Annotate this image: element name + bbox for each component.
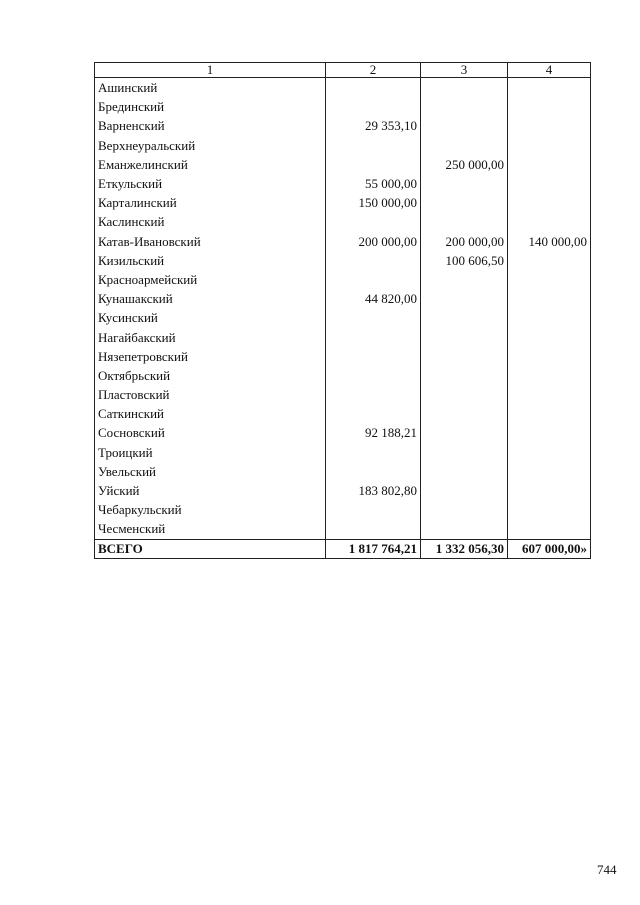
amount-cell-2 bbox=[326, 251, 421, 270]
table-row bbox=[95, 136, 591, 155]
table-row bbox=[95, 155, 591, 174]
header-cell-4: 4 bbox=[508, 63, 591, 78]
amount-cell-4 bbox=[508, 251, 591, 270]
table-row bbox=[95, 270, 591, 289]
amount-cell-2: 183 802,80 bbox=[326, 481, 421, 500]
amount-cell-4 bbox=[508, 443, 591, 462]
amount-cell-4 bbox=[508, 193, 591, 212]
district-name-cell: Варненский bbox=[95, 116, 326, 135]
table-row bbox=[95, 500, 591, 519]
table-row bbox=[95, 97, 591, 116]
amount-cell-2: 150 000,00 bbox=[326, 193, 421, 212]
table-row bbox=[95, 174, 591, 193]
table-header-row bbox=[95, 63, 591, 78]
amount-cell-4 bbox=[508, 423, 591, 442]
amount-cell-4 bbox=[508, 97, 591, 116]
district-name-cell: Увельский bbox=[95, 462, 326, 481]
amount-cell-2: 92 188,21 bbox=[326, 423, 421, 442]
amount-cell-3 bbox=[421, 78, 508, 98]
amount-cell-2 bbox=[326, 155, 421, 174]
district-name-cell: Октябрьский bbox=[95, 366, 326, 385]
table-row bbox=[95, 385, 591, 404]
table-row bbox=[95, 423, 591, 442]
table-row bbox=[95, 193, 591, 212]
table-row bbox=[95, 116, 591, 135]
amount-cell-3 bbox=[421, 270, 508, 289]
amount-cell-2 bbox=[326, 443, 421, 462]
amount-cell-3 bbox=[421, 212, 508, 231]
amount-cell-4 bbox=[508, 270, 591, 289]
amount-cell-3 bbox=[421, 308, 508, 327]
total-amount-4: 607 000,00» bbox=[508, 539, 591, 558]
amount-cell-4 bbox=[508, 308, 591, 327]
amount-cell-3 bbox=[421, 385, 508, 404]
header-cell-1: 1 bbox=[95, 63, 326, 78]
amount-cell-3 bbox=[421, 519, 508, 539]
district-name-cell: Катав-Ивановский bbox=[95, 232, 326, 251]
total-amount-2: 1 817 764,21 bbox=[326, 539, 421, 558]
district-name-cell: Брединский bbox=[95, 97, 326, 116]
table-row bbox=[95, 519, 591, 539]
district-name-cell: Саткинский bbox=[95, 404, 326, 423]
table-row bbox=[95, 289, 591, 308]
amount-cell-2 bbox=[326, 308, 421, 327]
amount-cell-3: 250 000,00 bbox=[421, 155, 508, 174]
amount-cell-4 bbox=[508, 404, 591, 423]
amount-cell-3 bbox=[421, 500, 508, 519]
amount-cell-2 bbox=[326, 404, 421, 423]
amount-cell-3 bbox=[421, 423, 508, 442]
amount-cell-2 bbox=[326, 327, 421, 346]
amount-cell-4 bbox=[508, 78, 591, 98]
district-name-cell: Троицкий bbox=[95, 443, 326, 462]
amount-cell-3 bbox=[421, 174, 508, 193]
district-name-cell: Ашинский bbox=[95, 78, 326, 98]
amount-cell-4 bbox=[508, 327, 591, 346]
amount-cell-4 bbox=[508, 155, 591, 174]
amount-cell-2: 44 820,00 bbox=[326, 289, 421, 308]
amount-cell-4 bbox=[508, 136, 591, 155]
table-row bbox=[95, 443, 591, 462]
table-row bbox=[95, 347, 591, 366]
amount-cell-4 bbox=[508, 519, 591, 539]
amount-cell-4 bbox=[508, 347, 591, 366]
amount-cell-3 bbox=[421, 289, 508, 308]
header-cell-3: 3 bbox=[421, 63, 508, 78]
table-row bbox=[95, 481, 591, 500]
district-name-cell: Нагайбакский bbox=[95, 327, 326, 346]
amount-cell-3 bbox=[421, 443, 508, 462]
amount-cell-3 bbox=[421, 347, 508, 366]
total-amount-3: 1 332 056,30 bbox=[421, 539, 508, 558]
amount-cell-4 bbox=[508, 462, 591, 481]
amount-cell-4 bbox=[508, 366, 591, 385]
district-name-cell: Кизильский bbox=[95, 251, 326, 270]
amount-cell-2 bbox=[326, 97, 421, 116]
amount-cell-3 bbox=[421, 327, 508, 346]
table-row bbox=[95, 308, 591, 327]
amount-cell-3 bbox=[421, 97, 508, 116]
table-row bbox=[95, 462, 591, 481]
district-name-cell: Чебаркульский bbox=[95, 500, 326, 519]
table-row bbox=[95, 232, 591, 251]
amount-cell-3 bbox=[421, 193, 508, 212]
amount-cell-2 bbox=[326, 270, 421, 289]
district-name-cell: Кунашакский bbox=[95, 289, 326, 308]
amount-cell-2 bbox=[326, 78, 421, 98]
district-name-cell: Уйский bbox=[95, 481, 326, 500]
page-number: 744 bbox=[597, 862, 617, 877]
total-row bbox=[95, 539, 591, 558]
district-name-cell: Чесменский bbox=[95, 519, 326, 539]
amount-cell-2 bbox=[326, 212, 421, 231]
amount-cell-3: 100 606,50 bbox=[421, 251, 508, 270]
table-row bbox=[95, 404, 591, 423]
amount-cell-2 bbox=[326, 366, 421, 385]
table-row bbox=[95, 212, 591, 231]
amount-cell-3 bbox=[421, 136, 508, 155]
amount-cell-2 bbox=[326, 519, 421, 539]
amount-cell-2 bbox=[326, 500, 421, 519]
amount-cell-3 bbox=[421, 462, 508, 481]
amount-cell-3 bbox=[421, 366, 508, 385]
amount-cell-4 bbox=[508, 289, 591, 308]
amount-cell-2: 29 353,10 bbox=[326, 116, 421, 135]
amount-cell-4 bbox=[508, 385, 591, 404]
district-name-cell: Каслинский bbox=[95, 212, 326, 231]
amount-cell-3: 200 000,00 bbox=[421, 232, 508, 251]
table-body bbox=[95, 63, 591, 559]
table-row bbox=[95, 78, 591, 98]
header-cell-2: 2 bbox=[326, 63, 421, 78]
table-row bbox=[95, 327, 591, 346]
amount-cell-3 bbox=[421, 481, 508, 500]
district-name-cell: Сосновский bbox=[95, 423, 326, 442]
amount-cell-4 bbox=[508, 174, 591, 193]
amount-cell-4 bbox=[508, 116, 591, 135]
amount-cell-4 bbox=[508, 212, 591, 231]
amount-cell-2 bbox=[326, 136, 421, 155]
amount-cell-2 bbox=[326, 385, 421, 404]
amount-cell-4: 140 000,00 bbox=[508, 232, 591, 251]
district-name-cell: Нязепетровский bbox=[95, 347, 326, 366]
amount-cell-2 bbox=[326, 462, 421, 481]
budget-table bbox=[94, 62, 591, 559]
total-label: ВСЕГО bbox=[95, 539, 326, 558]
amount-cell-4 bbox=[508, 481, 591, 500]
district-name-cell: Пластовский bbox=[95, 385, 326, 404]
district-name-cell: Верхнеуральский bbox=[95, 136, 326, 155]
amount-cell-3 bbox=[421, 116, 508, 135]
amount-cell-2 bbox=[326, 347, 421, 366]
district-name-cell: Еткульский bbox=[95, 174, 326, 193]
district-name-cell: Кусинский bbox=[95, 308, 326, 327]
district-name-cell: Еманжелинский bbox=[95, 155, 326, 174]
amount-cell-3 bbox=[421, 404, 508, 423]
table-row bbox=[95, 251, 591, 270]
amount-cell-2: 55 000,00 bbox=[326, 174, 421, 193]
amount-cell-4 bbox=[508, 500, 591, 519]
district-name-cell: Красноармейский bbox=[95, 270, 326, 289]
district-name-cell: Карталинский bbox=[95, 193, 326, 212]
amount-cell-2: 200 000,00 bbox=[326, 232, 421, 251]
table-row bbox=[95, 366, 591, 385]
